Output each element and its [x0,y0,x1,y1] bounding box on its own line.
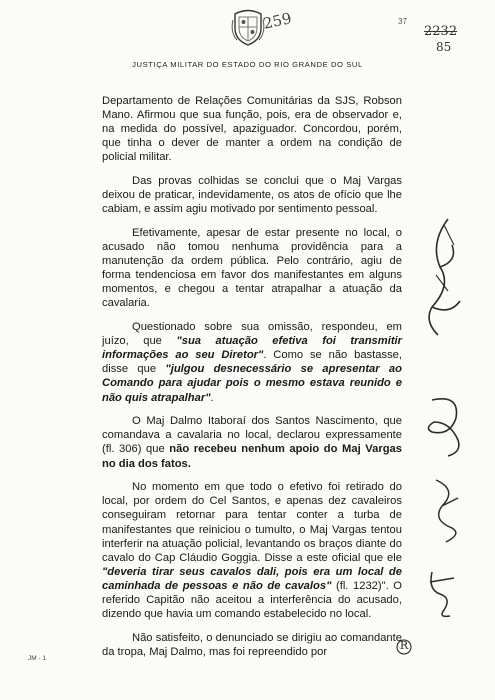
paragraph [102,226,402,311]
paragraph-text: (fl. 1232)". O referido Capitão não aceitou a interferência do acusado, dizendo que havia um comando estabelecido no local. [102,579,403,621]
handwritten-page-number-below: 85 [436,40,452,54]
handwritten-signature-2 [420,392,470,460]
handwritten-signature-3 [428,476,468,546]
paragraph-text: Das provas colhidas se conclui que o Maj Vargas deixou de praticar, indevidamente, os atos de ofício que lhe cabiam, e assim agiu motivado por sentimento pessoal. [102,175,402,216]
paragraph-text: . Como se não bastasse, disse que [102,349,402,376]
quoted-testimony: "deveria tirar seus cavalos dali, pois era um local de caminhada de pessoas e não de cavalos" [102,565,402,592]
page-number: 37 [398,17,407,26]
paragraph [102,320,402,405]
paragraph-text: O Maj Dalmo Itaboraí dos Santos Nascimento, que comandava a cavalaria no local, declarou expressamente (fl. 306) que [102,415,402,456]
paragraph-text: Questionado sobre sua omissão, respondeu, em juízo, que [102,321,402,348]
paragraph [102,631,402,659]
document-body [102,94,402,659]
handwritten-signature-1 [418,215,466,340]
paragraph [102,94,402,164]
paragraph-text: Departamento de Relações Comunitárias da SJS, Robson Mano. Afirmou que sua função, pois, era de observador e, na medida do possível, apaziguador. Concordou, porém, que tinha o dever de manter a ordem na condição de policial militar. [102,95,402,164]
handwritten-signature-4 [422,568,462,620]
paragraph [102,174,402,216]
emphasized-text: não recebeu nenhum apoio do Maj Vargas no dia dos fatos. [102,443,402,470]
paragraph-text: . [210,391,214,404]
paragraph-text: Efetivamente, apesar de estar presente no local, o acusado não tomou nenhuma providência para a manutenção da ordem pública. Pelo contrário, agiu de forma tendenciosa em favor dos manifestantes em alguns momentos, e chegou a tentar atrapalhar a atuação da cavalaria. [102,226,402,310]
paragraph [102,480,402,621]
paragraph-text: Não satisfeito, o denunciado se dirigiu ao comandante da tropa, Maj Dalmo, mas foi repreendido por [102,631,402,658]
paragraph [102,414,402,470]
initial-mark-letter: R [399,639,409,652]
quoted-testimony: "sua atuação efetiva foi transmitir informações ao seu Diretor" [102,335,403,362]
footer-code: JM - 1 [28,655,47,662]
quoted-testimony: "julgou desnecessário se apresentar ao Comando para ajudar pois o mesmo estava reunido e não quis atrapalhar" [102,363,402,404]
paragraph-text: No momento em que todo o efetivo foi retirado do local, por ordem do Cel Santos, e apenas dez cavaleiros conseguiram retornar para tentar conter a turba de manifestantes que reiniciou o tumulto, o Maj Vargas tentou interferir na atuação policial, levantando os braços diante do cavalo do Cap Cláudio Goggia. Disse a este oficial que ele [102,481,402,564]
handwritten-folio-number: 259 [261,9,294,33]
coat-of-arms-icon [231,8,265,46]
handwritten-page-number: 2232 [424,24,458,39]
court-header-title: JUSTIÇA MILITAR DO ESTADO DO RIO GRANDE DO SUL [132,60,363,69]
